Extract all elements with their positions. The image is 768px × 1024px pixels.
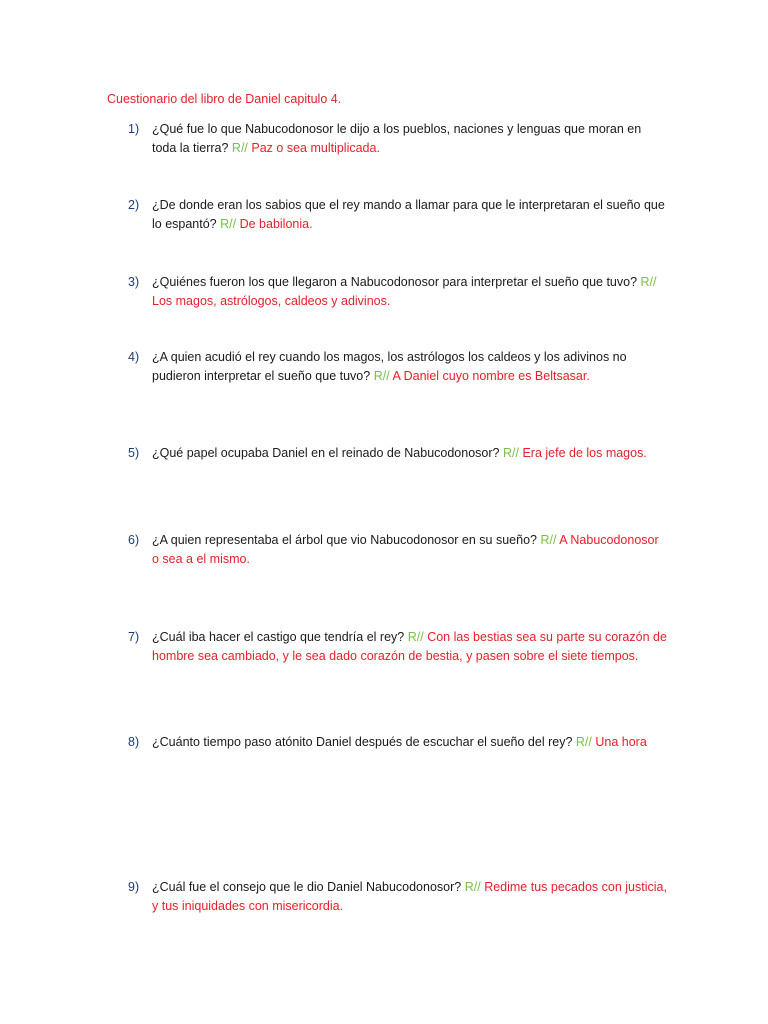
question-number: 2) <box>128 198 140 212</box>
question-body <box>152 196 668 234</box>
answer-marker: R// <box>231 141 248 155</box>
question-text: ¿Quiénes fueron los que llegaron a Nabucodonosor para interpretar el sueño que tuvo? <box>152 275 638 289</box>
question-body <box>152 273 668 311</box>
answer-marker: R// <box>502 446 519 460</box>
question-text: ¿Qué papel ocupaba Daniel en el reinado de Nabucodonosor? <box>152 446 500 460</box>
question-item <box>128 878 668 916</box>
answer-marker: R// <box>373 369 390 383</box>
question-number: 3) <box>128 275 140 289</box>
answer-text: Una hora <box>595 735 647 749</box>
answer-text: Los magos, astrólogos, caldeos y adivinos. <box>152 294 391 308</box>
answer-text: Con las bestias sea su parte su corazón de hombre sea cambiado, y le sea dado corazón de bestia, y pasen sobre el siete tiempos. <box>152 630 667 663</box>
question-body <box>152 120 668 158</box>
question-body <box>152 348 668 386</box>
question-body <box>152 628 668 666</box>
question-body <box>152 531 668 569</box>
question-number: 7) <box>128 630 140 644</box>
answer-text: Paz o sea multiplicada. <box>251 141 380 155</box>
question-text: ¿A quien acudió el rey cuando los magos, los astrólogos los caldeos y los adivinos no pudieron interpretar el sueño que tuvo? <box>152 350 627 383</box>
question-number: 8) <box>128 735 140 749</box>
answer-text: A Nabucodonosor o sea a el mismo. <box>152 533 659 566</box>
answer-text: Redime tus pecados con justicia, y tus iniquidades con misericordia. <box>152 880 667 913</box>
question-text: ¿Qué fue lo que Nabucodonosor le dijo a los pueblos, naciones y lenguas que moran en toda la tierra? <box>152 122 642 155</box>
answer-text: De babilonia. <box>239 217 313 231</box>
answer-text: Era jefe de los magos. <box>522 446 647 460</box>
answer-marker: R// <box>540 533 557 547</box>
answer-marker: R// <box>640 275 657 289</box>
question-item <box>128 531 668 569</box>
question-number: 5) <box>128 446 140 460</box>
question-item <box>128 273 668 311</box>
question-item <box>128 196 668 234</box>
question-body <box>152 444 668 463</box>
question-text: ¿De donde eran los sabios que el rey mando a llamar para que le interpretaran el sueño que lo espantó? <box>152 198 665 231</box>
question-item <box>128 628 668 666</box>
question-text: ¿A quien representaba el árbol que vio Nabucodonosor en su sueño? <box>152 533 537 547</box>
question-number: 1) <box>128 122 140 136</box>
question-number: 9) <box>128 880 140 894</box>
answer-marker: R// <box>220 217 237 231</box>
question-text: ¿Cuál fue el consejo que le dio Daniel Nabucodonosor? <box>152 880 462 894</box>
question-number: 4) <box>128 350 140 364</box>
answer-marker: R// <box>407 630 424 644</box>
question-item <box>128 348 668 386</box>
question-item <box>128 444 668 463</box>
answer-marker: R// <box>464 880 481 894</box>
answer-text: A Daniel cuyo nombre es Beltsasar. <box>392 369 590 383</box>
question-item <box>128 120 668 158</box>
question-body <box>152 733 668 752</box>
answer-marker: R// <box>575 735 592 749</box>
question-text: ¿Cuánto tiempo paso atónito Daniel después de escuchar el sueño del rey? <box>152 735 573 749</box>
question-text: ¿Cuál iba hacer el castigo que tendría el rey? <box>152 630 405 644</box>
question-item <box>128 733 668 752</box>
question-number: 6) <box>128 533 140 547</box>
document-title: Cuestionario del libro de Daniel capitulo 4. <box>107 92 342 106</box>
question-body <box>152 878 668 916</box>
